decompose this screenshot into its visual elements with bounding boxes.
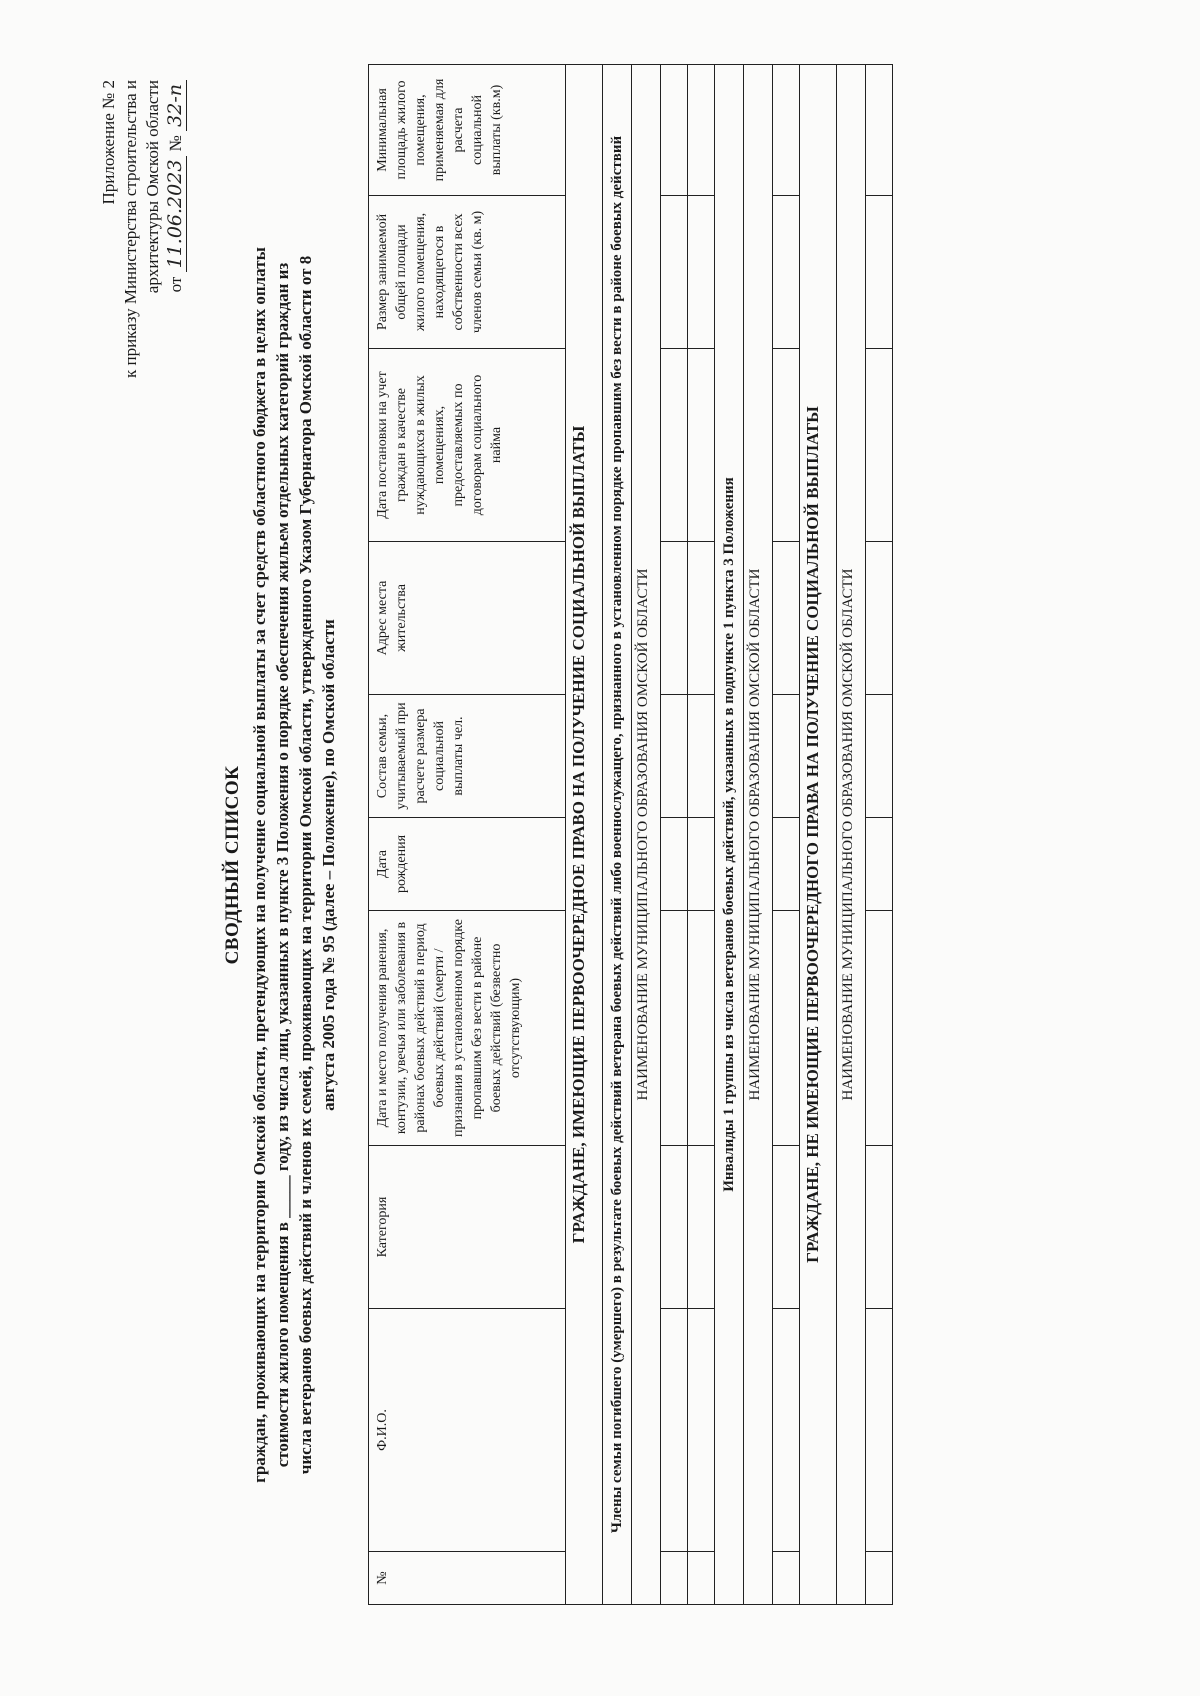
header-birth-date: Дата рождения <box>369 818 566 911</box>
table-row <box>688 65 715 1605</box>
table-cell <box>688 695 715 818</box>
table-cell <box>866 65 893 196</box>
table-row <box>773 65 800 1605</box>
landscape-sheet <box>6 60 1200 1660</box>
municipality-row <box>744 65 773 1605</box>
approval-line-1: Приложение № 2 <box>99 80 118 205</box>
header-wound: Дата и место получения ранения, контузии, увечья или заболевания в районах боевых действий в период боевых действий (смерти / признания в установленном порядке пропавшим без вести в районе боевых действий (безвестно отсутствующим) <box>369 911 566 1146</box>
table-cell <box>688 542 715 695</box>
table-cell <box>773 1309 800 1552</box>
approval-line-3: архитектуры Омской области <box>143 80 162 294</box>
table-cell <box>866 196 893 349</box>
approval-line-2: к приказу Министерства строительства и <box>121 80 140 379</box>
table-row <box>866 65 893 1605</box>
summary-table-container <box>368 75 893 1605</box>
table-cell <box>661 1309 688 1552</box>
header-registration: Дата постановки на учет граждан в качестве нуждающихся в жилых помещениях, предоставляемых по договорам социального найма <box>369 349 566 542</box>
municipality-name-2: НАИМЕНОВАНИЕ МУНИЦИПАЛЬНОГО ОБРАЗОВАНИЯ ОМСКОЙ ОБЛАСТИ <box>744 65 773 1605</box>
approval-stamp <box>98 80 187 520</box>
table-cell <box>661 65 688 196</box>
table-cell <box>688 196 715 349</box>
header-no: № <box>369 1552 566 1605</box>
approval-date-line <box>164 80 187 520</box>
header-family: Состав семьи, учитываемый при расчете размера социальной выплаты чел. <box>369 695 566 818</box>
approval-from-label: от <box>166 276 185 293</box>
section-non-priority: ГРАЖДАНЕ, НЕ ИМЕЮЩИЕ ПЕРВООЧЕРЕДНОГО ПРАВА НА ПОЛУЧЕНИЕ СОЦИАЛЬНОЙ ВЫПЛАТЫ <box>800 65 837 1605</box>
table-cell <box>866 818 893 911</box>
table-cell <box>688 1146 715 1309</box>
table-cell <box>688 1309 715 1552</box>
header-fio: Ф.И.О. <box>369 1309 566 1552</box>
section-priority: ГРАЖДАНЕ, ИМЕЮЩИЕ ПЕРВООЧЕРЕДНОЕ ПРАВО НА ПОЛУЧЕНИЕ СОЦИАЛЬНОЙ ВЫПЛАТЫ <box>566 65 603 1605</box>
document-title: СВОДНЫЙ СПИСОК <box>222 765 243 965</box>
table-cell <box>661 349 688 542</box>
header-category: Категория <box>369 1146 566 1309</box>
document-subtitle: граждан, проживающих на территории Омской области, претендующих на получение социальной выплаты за счет средств областного бюджета в целях оплаты стоимости жилого помещения в _____ году, из числа лиц, указанных в пункте 3 Положения о порядке обеспечения жильем отдельных категорий граждан из числа ветеранов боевых действий и членов их семей, проживающих на территории Омской области, утвержденного Указом Губернатора Омской области от 8 августа 2005 года № 95 (далее – Положение), по Омской области <box>250 247 338 1483</box>
table-cell <box>773 911 800 1146</box>
table-cell <box>773 818 800 911</box>
header-min-area: Минимальная площадь жилого помещения, применяемая для расчета социальной выплаты (кв.м) <box>369 65 566 196</box>
group-family-row <box>603 65 632 1605</box>
table-header-row <box>369 65 566 1605</box>
table-cell <box>661 911 688 1146</box>
table-cell <box>773 349 800 542</box>
table-cell <box>773 1552 800 1605</box>
table-cell <box>661 542 688 695</box>
group-family-of-deceased: Члены семьи погибшего (умершего) в результате боевых действий ветерана боевых действий либо военнослужащего, признанного в установленном порядке пропавшим без вести в районе боевых действий <box>603 65 632 1605</box>
table-cell <box>866 542 893 695</box>
table-cell <box>866 1146 893 1309</box>
table-cell <box>661 196 688 349</box>
table-cell <box>866 695 893 818</box>
table-cell <box>688 349 715 542</box>
table-cell <box>661 1552 688 1605</box>
header-address: Адрес места жительства <box>369 542 566 695</box>
table-row <box>661 65 688 1605</box>
table-cell <box>773 1146 800 1309</box>
table-cell <box>866 911 893 1146</box>
table-cell <box>773 542 800 695</box>
table-cell <box>773 196 800 349</box>
table-cell <box>688 911 715 1146</box>
municipality-row <box>632 65 661 1605</box>
table-cell <box>688 1552 715 1605</box>
table-cell <box>688 818 715 911</box>
table-cell <box>661 818 688 911</box>
municipality-name-3: НАИМЕНОВАНИЕ МУНИЦИПАЛЬНОГО ОБРАЗОВАНИЯ ОМСКОЙ ОБЛАСТИ <box>837 65 866 1605</box>
header-area: Размер занимаемой общей площади жилого помещения, находящегося в собственности всех членов семьи (кв. м) <box>369 196 566 349</box>
group-disabled-row <box>715 65 744 1605</box>
municipality-row <box>837 65 866 1605</box>
table-cell <box>661 695 688 818</box>
table-cell <box>661 1146 688 1309</box>
section-priority-row <box>566 65 603 1605</box>
approval-number: 32-п <box>164 80 187 131</box>
table-cell <box>866 1309 893 1552</box>
table-cell <box>866 349 893 542</box>
table-cell <box>773 695 800 818</box>
group-disabled-veterans: Инвалиды 1 группы из числа ветеранов боевых действий, указанных в подпункте 1 пункта 3 Положения <box>715 65 744 1605</box>
table-cell <box>773 65 800 196</box>
section-non-priority-row <box>800 65 837 1605</box>
table-cell <box>866 1552 893 1605</box>
approval-date: 11.06.2023 <box>164 156 187 273</box>
approval-number-label: № <box>166 135 185 152</box>
table-cell <box>688 65 715 196</box>
title-block <box>221 240 340 1490</box>
summary-table <box>368 64 893 1605</box>
municipality-name-1: НАИМЕНОВАНИЕ МУНИЦИПАЛЬНОГО ОБРАЗОВАНИЯ ОМСКОЙ ОБЛАСТИ <box>632 65 661 1605</box>
